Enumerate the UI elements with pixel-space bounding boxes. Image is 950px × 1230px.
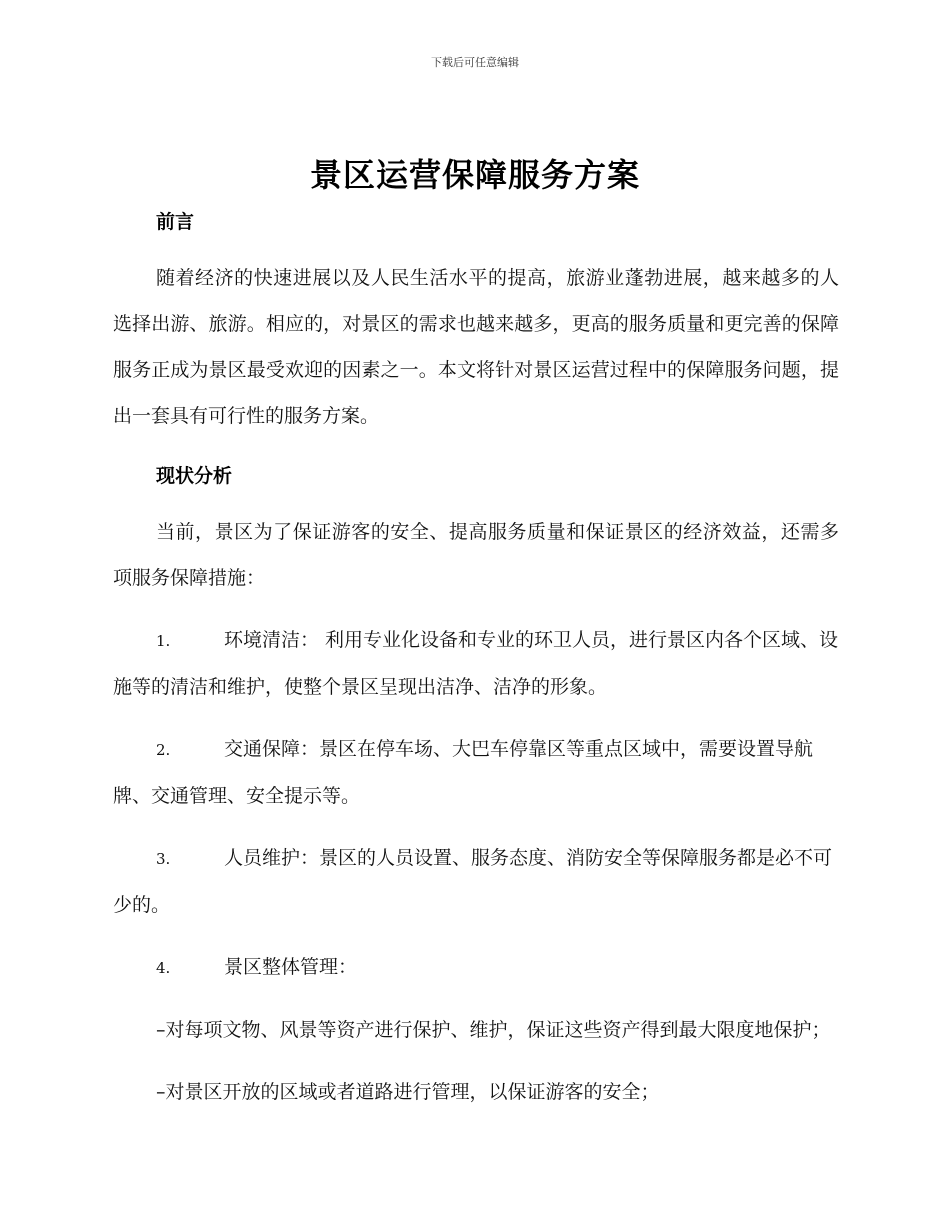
list-number: 3.	[156, 850, 171, 868]
analysis-heading: 现状分析	[156, 465, 233, 487]
sub-item: –对景区开放的区域或者道路进行管理，以保证游客的安全；	[156, 1081, 660, 1103]
list-item	[113, 835, 839, 928]
analysis-paragraph: 当前，景区为了保证游客的安全、提高服务质量和保证景区的经济效益，还需多项服务保障措施：	[113, 521, 839, 589]
list-number: 2.	[156, 741, 171, 759]
list-text: 环境清洁： 利用专业化设备和专业的环卫人员，进行景区内各个区域、设施等的清洁和维护，使整个景区呈现出洁净、洁净的形象。	[113, 629, 839, 698]
list-text: 人员维护：景区的人员设置、服务态度、消防安全等保障服务都是必不可少的。	[113, 847, 833, 916]
list-item	[113, 726, 839, 819]
list-number: 4.	[156, 959, 171, 977]
document-body	[113, 205, 839, 1115]
list-item	[113, 617, 839, 710]
list-number: 1.	[156, 632, 171, 650]
preface-heading: 前言	[156, 211, 195, 233]
list-text: 交通保障：景区在停车场、大巴车停靠区等重点区域中，需要设置导航牌、交通管理、安全提示等。	[113, 738, 814, 807]
preface-paragraph: 随着经济的快速进展以及人民生活水平的提高，旅游业蓬勃进展，越来越多的人选择出游、旅游。相应的，对景区的需求也越来越多，更高的服务质量和更完善的保障服务正成为景区最受欢迎的因素之一。本文将针对景区运营过程中的保障服务问题，提出一套具有可行性的服务方案。	[113, 267, 839, 427]
sub-item: –对每项文物、风景等资产进行保护、维护，保证这些资产得到最大限度地保护；	[156, 1019, 831, 1041]
list-item	[113, 944, 839, 991]
list-text: 景区整体管理：	[224, 956, 358, 978]
document-title: 景区运营保障服务方案	[309, 156, 640, 194]
header-note: 下载后可任意编辑	[431, 56, 519, 69]
